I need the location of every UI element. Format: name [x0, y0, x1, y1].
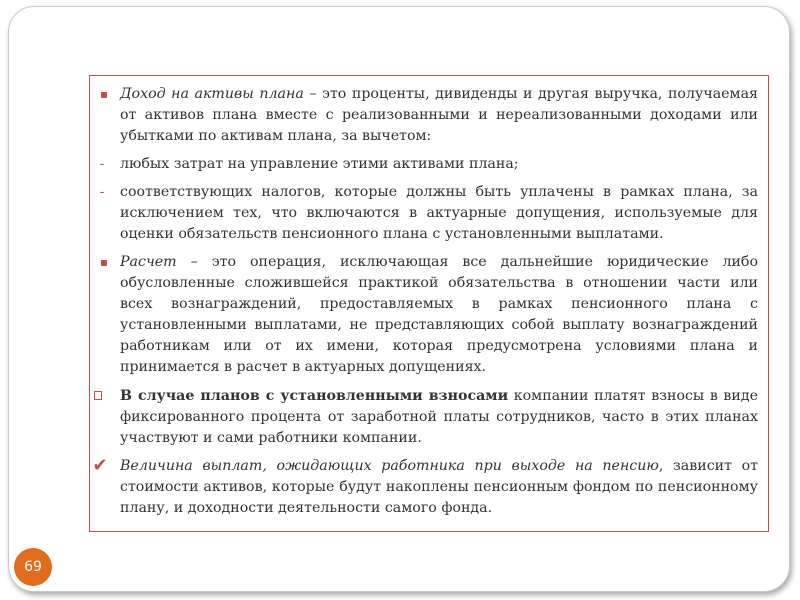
paragraph-pension-amount — [92, 455, 758, 519]
definition-defined-contribution: компании платят взносы в виде фиксированного процента от заработной платы сотрудников, часто в этих планах участвуют и сами работники компании. — [120, 388, 758, 446]
dash-marker: - — [99, 156, 105, 172]
bullet-marker: ▪ — [99, 87, 109, 101]
paragraph-settlement — [99, 252, 758, 378]
check-mark-icon: ✔ — [92, 455, 108, 476]
definition-pension-amount: , зависит от стоимости активов, которые будут накоплены пенсионным фондом по пенсионному плану, и доходности деятельности самого фонда. — [120, 458, 758, 516]
page-number-badge: 69 — [14, 548, 52, 586]
content-box — [89, 75, 769, 532]
bullet-marker: ▪ — [99, 255, 109, 269]
paragraph-taxes — [99, 182, 758, 245]
dash-marker: - — [99, 184, 105, 200]
term-pension-amount: Величина выплат, ожидающих работника при выходе на пенсию — [120, 458, 659, 474]
slide-frame — [8, 6, 790, 592]
term-settlement: Расчет — [120, 254, 177, 270]
item-taxes: соответствующих налогов, которые должны быть уплачены в рамках плана, за исключением тех, что включаются в актуарные допущения, используемые для оценки обязательств пенсионного плана с установленными выплатами. — [120, 184, 758, 242]
definition-plan-asset-income: – это проценты, дивиденды и другая выручка, получаемая от активов плана вместе с реализованными и нереализованными доходами или убытками по активам плана, за вычетом: — [120, 86, 759, 144]
square-bullet-icon — [94, 391, 102, 400]
paragraph-management-costs — [99, 154, 758, 175]
term-plan-asset-income: Доход на активы плана — [120, 86, 304, 102]
term-defined-contribution: В случае планов с установленными взносами — [120, 388, 509, 404]
paragraph-defined-contribution — [120, 386, 758, 449]
item-management-costs: любых затрат на управление этими активами плана; — [120, 156, 519, 172]
definition-settlement: – это операция, исключающая все дальнейшие юридические либо обусловленные сложившейся практикой обязательства в отношении части или всех вознаграждений, предоставляемых в рамках пенсионного плана с установленными выплатами, не представляющих собой выплату вознаграждений работникам или от их имени, которая предусмотрена условиями плана и принимается в расчет в актуарных допущениях. — [120, 254, 758, 375]
paragraph-plan-asset-income — [99, 84, 759, 147]
